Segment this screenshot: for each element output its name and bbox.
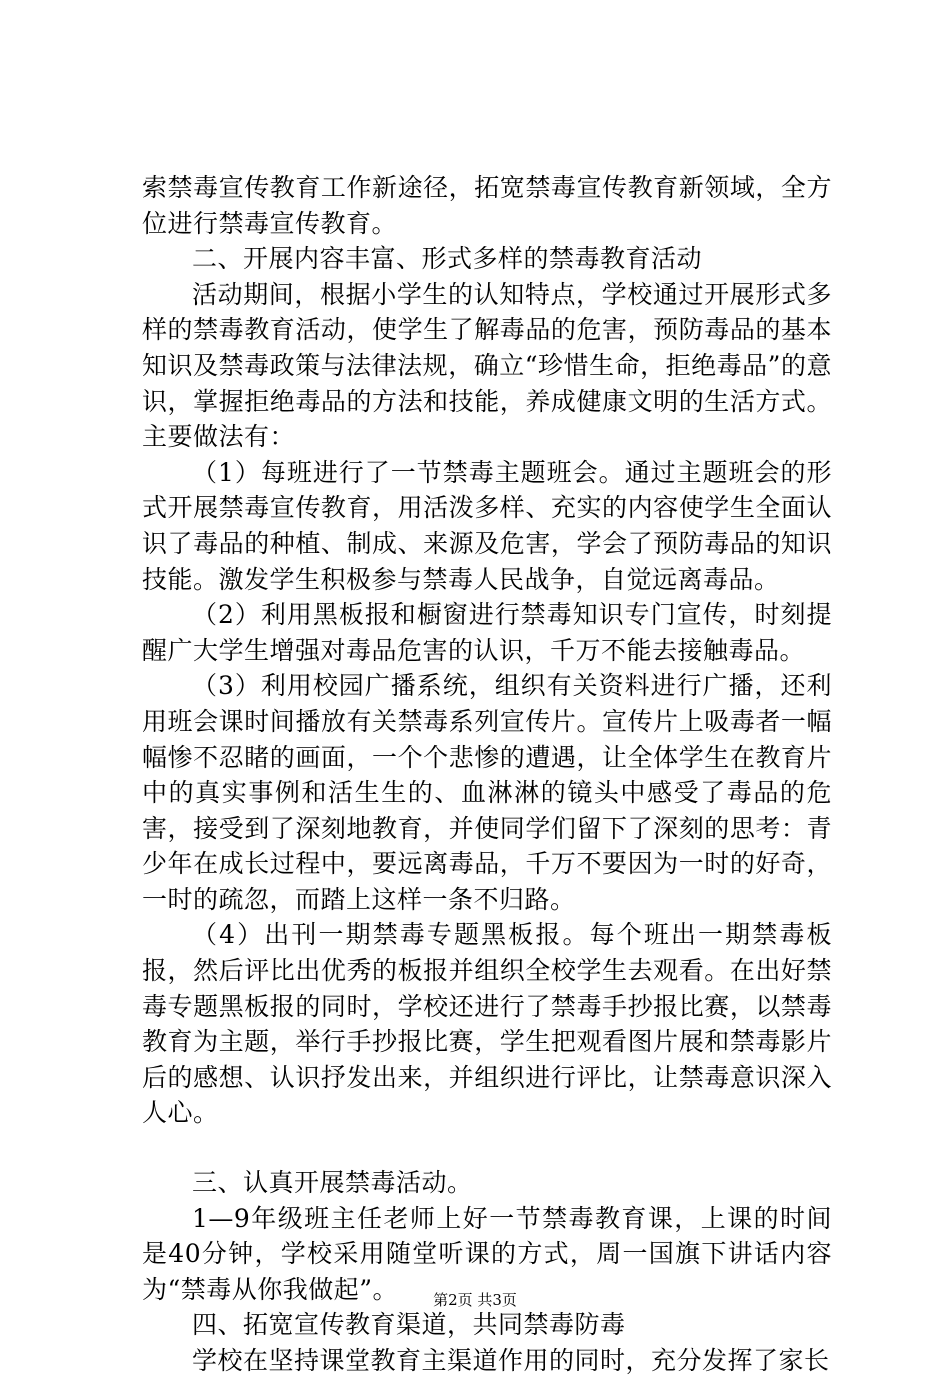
section-heading-3: 三、认真开展禁毒活动。 xyxy=(192,1168,473,1198)
paragraph-item-1: （1）每班进行了一节禁毒主题班会。通过主题班会的形式开展禁毒宣传教育，用活泼多样、充实的内容使学生全面认识了毒品的种植、制成、来源及危害，学会了预防毒品的知识技能。激发学生积极参与禁毒人民战争，自觉远离毒品。 xyxy=(142,457,832,594)
document-body xyxy=(142,170,832,1379)
paragraph-3: 活动期间，根据小学生的认知特点，学校通过开展形式多样的禁毒教育活动，使学生了解毒品的危害，预防毒品的基本知识及禁毒政策与法律法规，确立“珍惜生命，拒绝毒品”的意识，掌握拒绝毒品的方法和技能，养成健康文明的生活方式。主要做法有： xyxy=(142,279,832,452)
paragraph-item-3: （3）利用校园广播系统，组织有关资料进行广播，还利用班会课时间播放有关禁毒系列宣传片。宣传片上吸毒者一幅幅惨不忍睹的画面，一个个悲惨的遭遇，让全体学生在教育片中的真实事例和活生生的、血淋淋的镜头中感受了毒品的危害，接受到了深刻地教育，并使同学们留下了深刻的思考：青少年在成长过程中，要远离毒品，千万不要因为一时的好奇，一时的疏忽，而踏上这样一条不归路。 xyxy=(142,671,832,914)
page-footer: 第2页 共3页 xyxy=(433,1291,517,1309)
paragraph-8: 1—9年级班主任老师上好一节禁毒教育课，上课的时间是40分钟，学校采用随堂听课的方式，周一国旗下讲话内容为“禁毒从你我做起”。 xyxy=(142,1203,832,1304)
paragraph-1: 索禁毒宣传教育工作新途径，拓宽禁毒宣传教育新领域，全方位进行禁毒宣传教育。 xyxy=(142,173,832,238)
paragraph-gap xyxy=(142,1131,832,1165)
paragraph-item-2: （2）利用黑板报和橱窗进行禁毒知识专门宣传，时刻提醒广大学生增强对毒品危害的认识，千万不能去接触毒品。 xyxy=(142,600,832,665)
paragraph-item-4: （4）出刊一期禁毒专题黑板报。每个班出一期禁毒板报，然后评比出优秀的板报并组织全校学生去观看。在出好禁毒专题黑板报的同时，学校还进行了禁毒手抄报比赛，以禁毒教育为主题，举行手抄报比赛，学生把观看图片展和禁毒影片后的感想、认识抒发出来，并组织进行评比，让禁毒意识深入人心。 xyxy=(142,920,832,1128)
paragraph-10: 学校在坚持课堂教育主渠道作用的同时，充分发挥了家长 xyxy=(192,1346,830,1375)
section-heading-4: 四、拓宽宣传教育渠道，共同禁毒防毒 xyxy=(192,1310,626,1340)
section-heading-2: 二、开展内容丰富、形式多样的禁毒教育活动 xyxy=(192,244,703,274)
